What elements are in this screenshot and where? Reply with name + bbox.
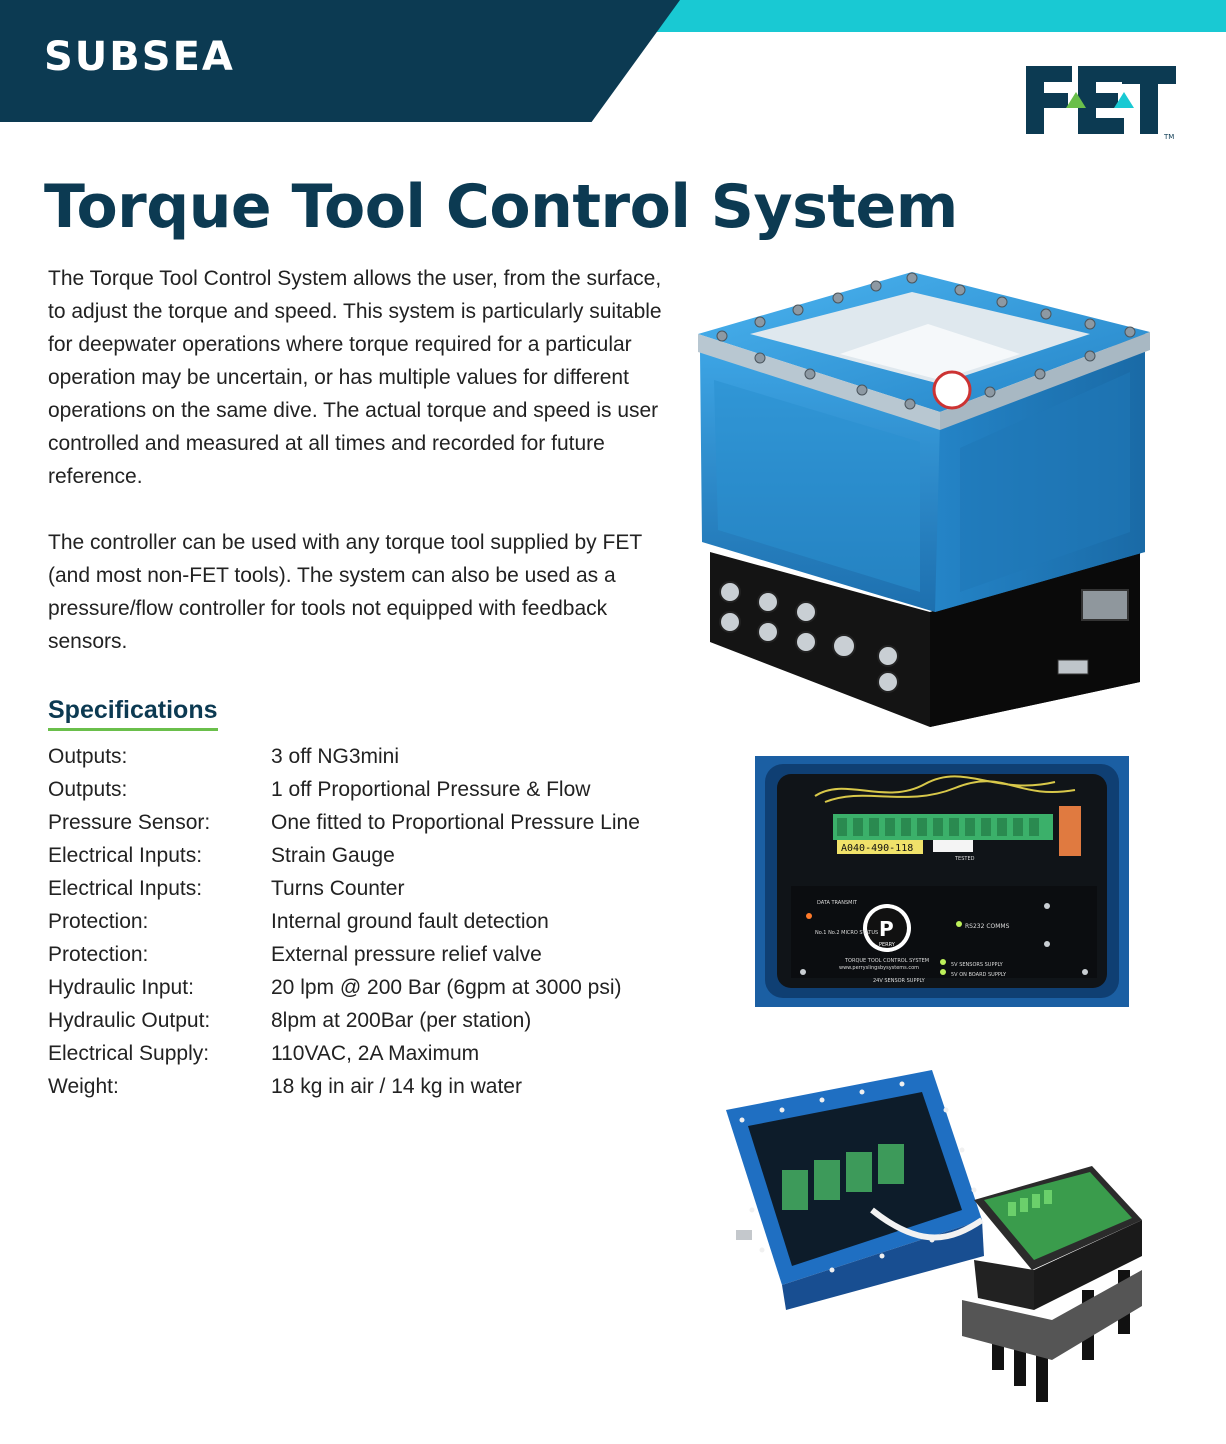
spec-value: One fitted to Proportional Pressure Line (271, 811, 640, 834)
opened-housing-image (722, 1070, 1148, 1412)
intro-text (48, 262, 678, 691)
spec-row (48, 1070, 688, 1103)
rs232-label: RS232 COMMS (965, 923, 1010, 930)
url-label: www.perryslingsbysystems.com (839, 965, 920, 971)
micro-status-label: No.1 No.2 MICRO STATUS (815, 930, 879, 936)
electronics-panel-image (755, 756, 1129, 1007)
intro-paragraph-2: The controller can be used with any torque tool supplied by FET (and most non-FET tools). The system can also be used as a pressure/flow controller for tools not equipped with feedback sensors. (48, 531, 642, 653)
spec-label: Outputs: (48, 745, 128, 768)
spec-label: Protection: (48, 943, 149, 966)
spec-row (48, 806, 688, 839)
tested-label: TESTED (955, 856, 975, 862)
spec-value: Turns Counter (271, 877, 405, 900)
spec-row (48, 872, 688, 905)
control-housing-image (690, 262, 1160, 732)
spec-label: Pressure Sensor: (48, 811, 211, 834)
spec-value: 3 off NG3mini (271, 745, 399, 768)
5v-sensors-label: 5V SENSORS SUPPLY (951, 962, 1003, 968)
spec-label: Hydraulic Output: (48, 1009, 211, 1032)
spec-label: Electrical Inputs: (48, 877, 203, 900)
spec-row (48, 839, 688, 872)
part-number-label: A040-490-118 (841, 843, 914, 854)
spec-row (48, 938, 688, 971)
specifications-heading: Specifications (48, 696, 218, 731)
spec-row (48, 971, 688, 1004)
spec-row (48, 773, 688, 806)
24v-label: 24V SENSOR SUPPLY (873, 978, 925, 984)
intro-paragraph-1: The Torque Tool Control System allows the user, from the surface, to adjust the torque and speed. This system is particularly suitable for deepwater operations where torque required for a particular operation may be uncertain, or has multiple values for different operations on the same dive. The actual torque and speed is user controlled and measured at all times and recorded for future reference. (48, 267, 662, 488)
fet-logo (1022, 62, 1180, 140)
spec-label: Weight: (48, 1075, 119, 1098)
spec-value: 20 lpm @ 200 Bar (6gpm at 3000 psi) (271, 976, 622, 999)
5v-onboard-label: 5V ON BOARD SUPPLY (951, 972, 1007, 978)
spec-value: External pressure relief valve (271, 943, 542, 966)
data-transmit-label: DATA TRANSMIT (817, 900, 857, 906)
svg-text:P: P (879, 917, 894, 941)
spec-value: Internal ground fault detection (271, 910, 549, 933)
page-title: Torque Tool Control System (44, 172, 958, 242)
spec-label: Hydraulic Input: (48, 976, 194, 999)
spec-value: 18 kg in air / 14 kg in water (271, 1075, 522, 1098)
spec-row (48, 1037, 688, 1070)
spec-value: 8lpm at 200Bar (per station) (271, 1009, 532, 1032)
spec-value: Strain Gauge (271, 844, 395, 867)
spec-label: Electrical Inputs: (48, 844, 203, 867)
perry-badge: PERRY (879, 942, 895, 948)
section-label: SUBSEA (44, 34, 235, 80)
system-label: TORQUE TOOL CONTROL SYSTEM (845, 958, 930, 964)
specifications-list (48, 740, 688, 1103)
spec-label: Outputs: (48, 778, 128, 801)
spec-label: Protection: (48, 910, 149, 933)
spec-value: 110VAC, 2A Maximum (271, 1042, 480, 1065)
spec-row (48, 740, 688, 773)
teal-accent-stripe (600, 0, 1226, 32)
spec-row (48, 905, 688, 938)
spec-value: 1 off Proportional Pressure & Flow (271, 778, 591, 801)
spec-label: Electrical Supply: (48, 1042, 210, 1065)
spec-row (48, 1004, 688, 1037)
svg-text:TM: TM (1164, 133, 1175, 140)
